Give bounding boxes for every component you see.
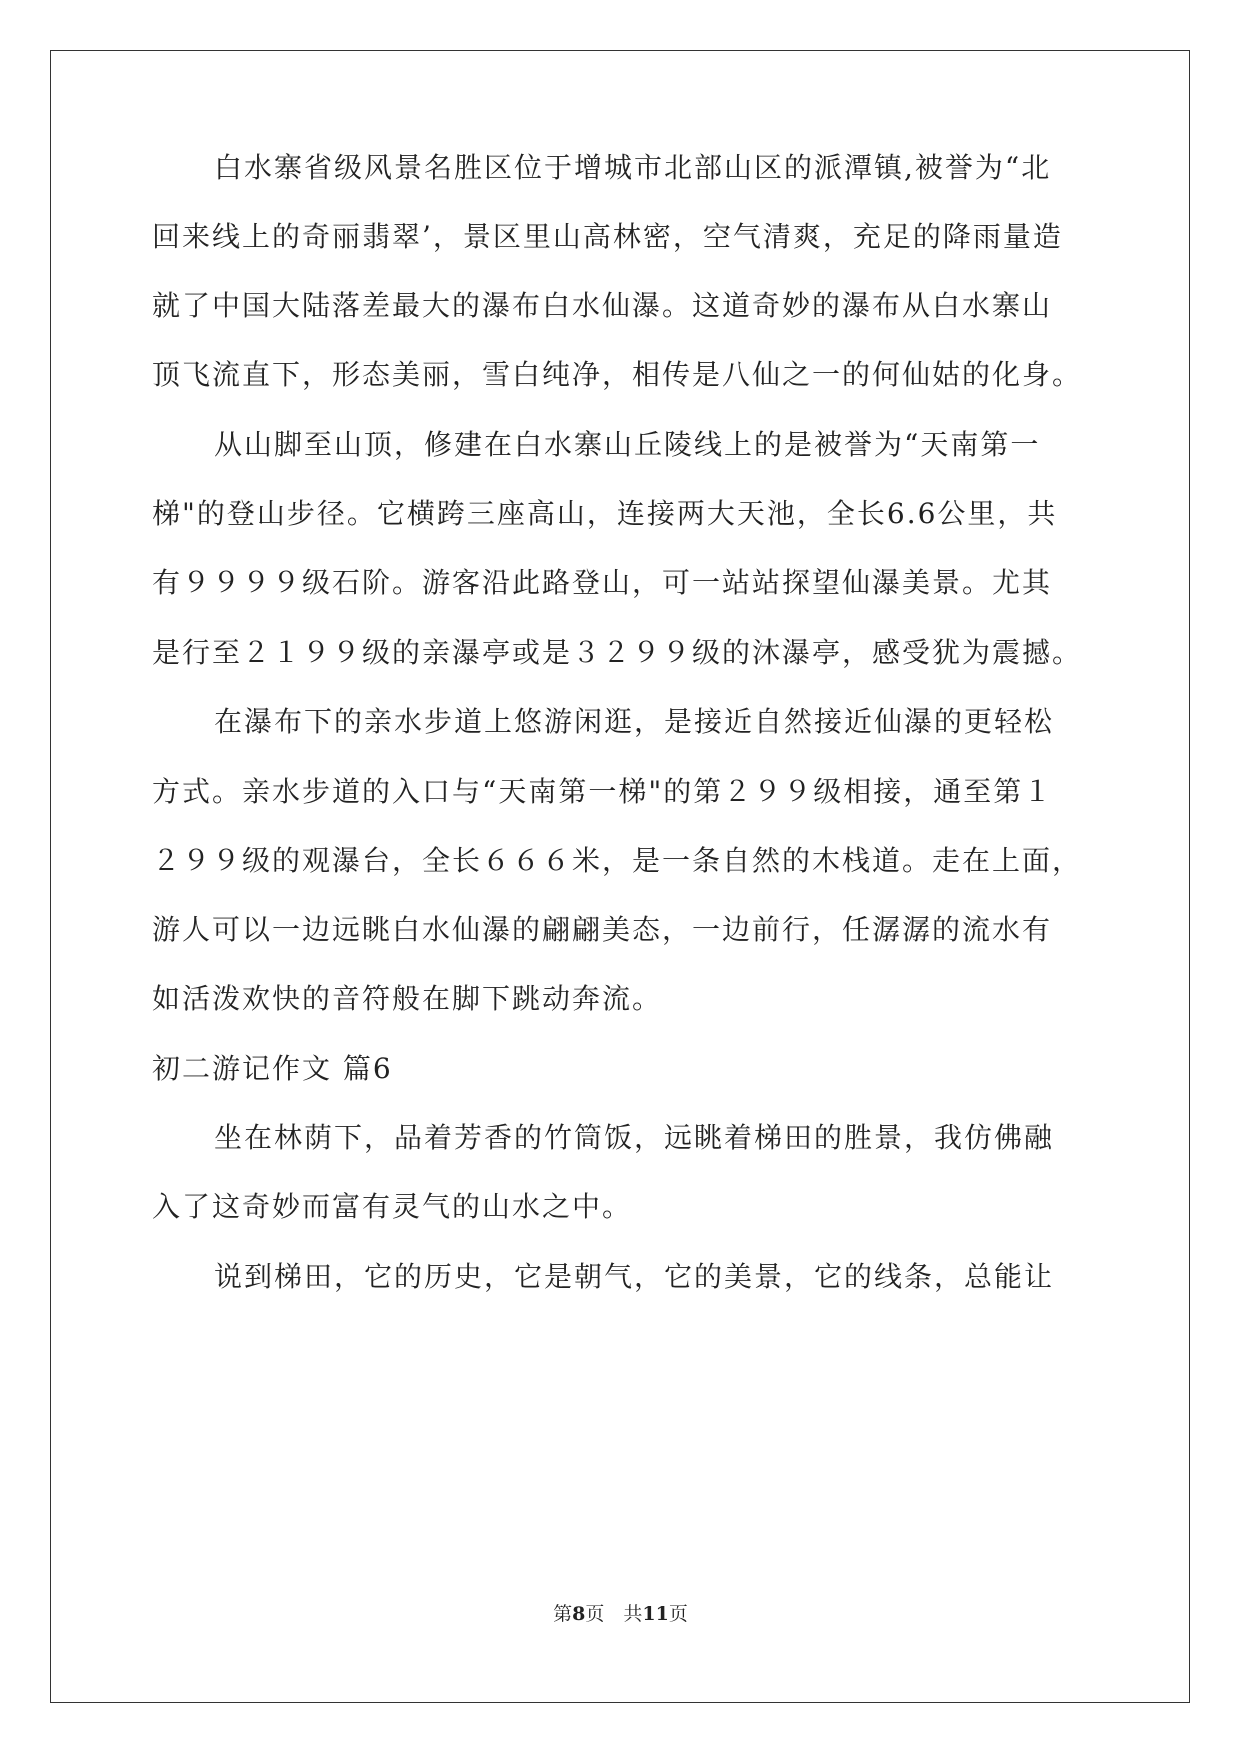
text-line: 回来线上的奇丽翡翠’，景区里山高林密，空气清爽，充足的降雨量造 [152,220,1063,253]
text-line: 从山脚至山顶，修建在白水寨山丘陵线上的是被誉为“天南第一 [214,428,1041,461]
text-line: 入了这奇妙而富有灵气的山水之中。 [152,1190,633,1223]
text-line: 白水寨省级风景名胜区位于增城市北部山区的派潭镇,被誉为“北 [214,151,1052,184]
text-line: 坐在林荫下，品着芳香的竹筒饭，远眺着梯田的胜景，我仿佛融 [214,1121,1055,1154]
text-line: 有９９９９级石阶。游客沿此路登山，可一站站探望仙瀑美景。尤其 [152,566,1053,599]
text-line: 在瀑布下的亲水步道上悠游闲逛，是接近自然接近仙瀑的更轻松 [214,705,1055,738]
text-line: 游人可以一边远眺白水仙瀑的翩翩美态，一边前行，任潺潺的流水有 [152,913,1053,946]
text-line: 说到梯田，它的历史，它是朝气，它的美景，它的线条，总能让 [214,1260,1055,1293]
text-line: 如活泼欢快的音符般在脚下跳动奔流。 [152,982,663,1015]
text-line: 就了中国大陆落差最大的瀑布白水仙瀑。这道奇妙的瀑布从白水寨山 [152,289,1053,322]
text-line: 方式。亲水步道的入口与“天南第一梯"的第２９９级相接，通至第１ [152,775,1054,808]
page-number-footer: 第8页 共11页 [553,1603,688,1625]
text-line: 是行至２１９９级的亲瀑亭或是３２９９级的沐瀑亭，感受犹为震撼。 [152,636,1083,669]
text-line: 顶飞流直下，形态美丽，雪白纯净，相传是八仙之一的何仙姑的化身。 [152,358,1083,391]
text-line: ２９９级的观瀑台，全长６６６米，是一条自然的木栈道。走在上面， [152,844,1083,877]
section-heading: 初二游记作文 篇6 [152,1052,393,1085]
text-line: 梯"的登山步径。它横跨三座高山，连接两大天池，全长6.6公里，共 [152,497,1058,530]
